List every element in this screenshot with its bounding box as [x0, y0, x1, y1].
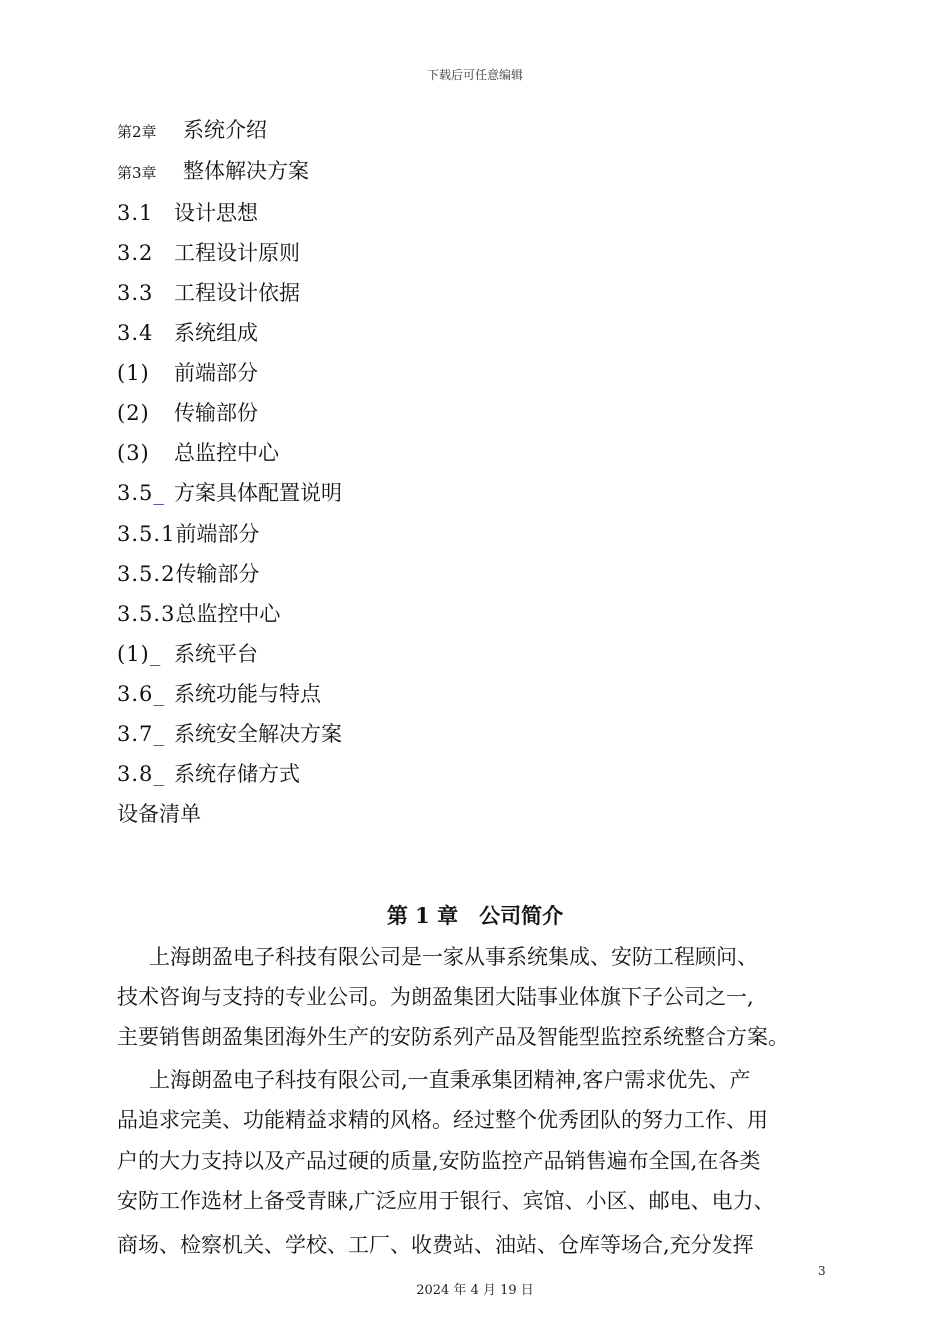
toc-item-number-text: 3.5: [117, 481, 154, 505]
toc-item[interactable]: [117, 239, 300, 267]
toc-item-title: 方案具体配置说明: [174, 481, 342, 505]
toc-item[interactable]: [117, 359, 258, 387]
toc-item-title: 系统安全解决方案: [174, 722, 342, 746]
toc-link-mark: _: [153, 762, 165, 786]
toc-item-number: (2): [117, 401, 150, 425]
toc-item-title: 传输部份: [174, 401, 258, 425]
toc-item-number: [117, 640, 174, 668]
toc-item-number: [117, 760, 174, 788]
toc-item-title: 工程设计依据: [174, 281, 300, 305]
toc-chapter-number: 第2章: [117, 123, 157, 141]
toc-item[interactable]: [117, 720, 342, 748]
toc-item-number: (3): [117, 441, 150, 465]
toc-item-number-text: 3.6: [117, 682, 154, 706]
toc-link-mark: _: [153, 682, 165, 706]
toc-item-number-text: (1): [117, 642, 150, 666]
paragraph-line: 户的大力支持以及产品过硬的质量,安防监控产品销售遍布全国,在各类: [117, 1149, 761, 1173]
toc-item-number: 3.4: [117, 321, 154, 345]
paragraph-line: 上海朗盈电子科技有限公司是一家从事系统集成、安防工程顾问、: [149, 945, 758, 969]
toc-chapter-title: 整体解决方案: [183, 159, 309, 183]
toc-item-number: 3.5.2: [117, 562, 176, 586]
toc-item-number: 3.1: [117, 201, 154, 225]
toc-item-number: 3.5.3: [117, 602, 176, 626]
paragraph-line: 上海朗盈电子科技有限公司,一直秉承集团精神,客户需求优先、产: [149, 1068, 751, 1092]
toc-item-title: 系统组成: [174, 321, 258, 345]
toc-item[interactable]: [117, 640, 258, 668]
toc-item-title: 系统功能与特点: [174, 682, 321, 706]
toc-chapter-title: 系统介绍: [183, 118, 267, 142]
toc-item-title: 系统存储方式: [174, 762, 300, 786]
toc-item-number: 3.3: [117, 281, 154, 305]
toc-chapter-2[interactable]: [117, 116, 267, 146]
toc-link-mark: _: [153, 481, 165, 505]
toc-item-title: 总监控中心: [174, 441, 279, 465]
toc-item-number: [117, 720, 174, 748]
toc-item-number: [117, 479, 174, 507]
toc-chapter-number: 第3章: [117, 164, 157, 182]
paragraph-line: 安防工作选材上备受青睐,广泛应用于银行、宾馆、小区、邮电、电力、: [117, 1189, 775, 1213]
toc-item[interactable]: [117, 279, 300, 307]
toc-item-title: 前端部分: [175, 522, 260, 546]
toc-item-number: (1): [117, 361, 150, 385]
toc-item[interactable]: [117, 600, 280, 628]
toc-link-mark: _: [153, 722, 165, 746]
toc-item-title: 前端部分: [174, 361, 258, 385]
chapter-title: 第 1 章 公司简介: [386, 903, 564, 928]
page-header: 下载后可任意编辑: [426, 68, 523, 82]
toc-item[interactable]: [117, 399, 258, 427]
toc-item[interactable]: [117, 199, 258, 227]
toc-item-number-text: 3.7: [117, 722, 154, 746]
page-footer-date: 2024 年 4 月 19 日: [416, 1283, 534, 1298]
toc-item[interactable]: [117, 760, 300, 788]
toc-item-number-text: 3.8: [117, 762, 154, 786]
toc-item[interactable]: [117, 680, 321, 708]
toc-item[interactable]: [117, 439, 279, 467]
page-number: 3: [818, 1264, 826, 1278]
toc-item-title: 传输部分: [175, 562, 260, 586]
toc-item-number: [117, 680, 174, 708]
paragraph-line: 品追求完美、功能精益求精的风格。经过整个优秀团队的努力工作、用: [117, 1108, 768, 1132]
toc-item[interactable]: [117, 560, 259, 588]
toc-chapter-3[interactable]: [117, 157, 309, 187]
toc-item-title: 总监控中心: [175, 602, 281, 626]
paragraph-line: 主要销售朗盈集团海外生产的安防系列产品及智能型监控系统整合方案。: [117, 1025, 789, 1049]
toc-equipment-list[interactable]: 设备清单: [117, 802, 201, 826]
toc-item[interactable]: [117, 479, 342, 507]
paragraph-line: 技术咨询与支持的专业公司。为朗盈集团大陆事业体旗下子公司之一,: [117, 985, 754, 1009]
toc-item-title: 工程设计原则: [174, 241, 300, 265]
toc-item-title: 设计思想: [174, 201, 258, 225]
toc-item[interactable]: [117, 319, 258, 347]
toc-item-title: 系统平台: [174, 642, 258, 666]
paragraph-line: 商场、检察机关、学校、工厂、收费站、油站、仓库等场合,充分发挥: [117, 1233, 754, 1257]
toc-item-number: 3.2: [117, 241, 154, 265]
toc-link-mark: _: [149, 642, 162, 666]
toc-item-number: 3.5.1: [117, 522, 176, 546]
toc-item[interactable]: [117, 520, 259, 548]
